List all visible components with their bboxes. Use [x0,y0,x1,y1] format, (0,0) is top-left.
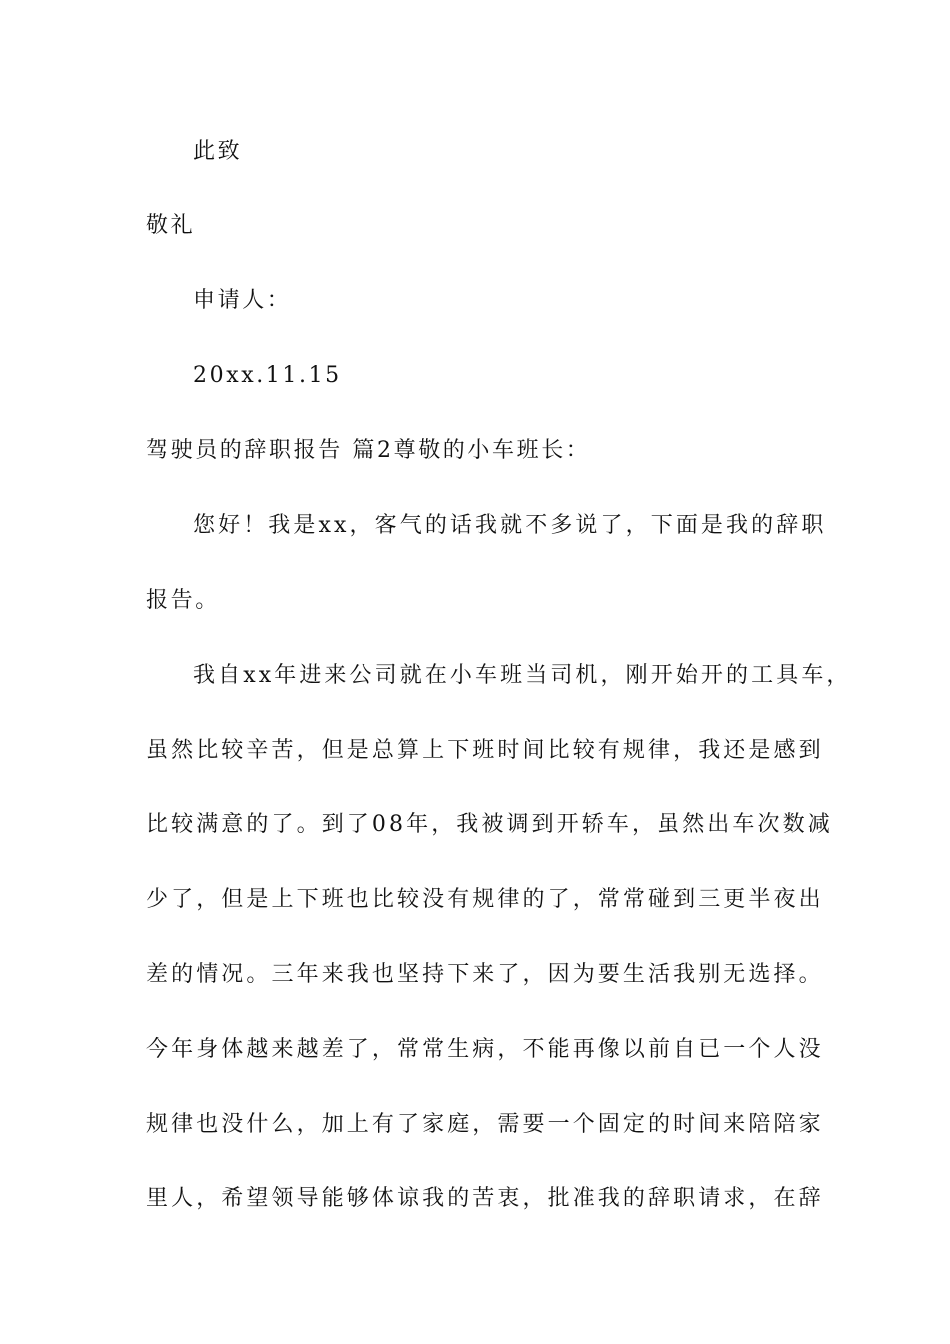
paragraph-line: 少了，但是上下班也比较没有规律的了，常常碰到三更半夜出 [146,887,824,912]
date-line: 20xx.11.15 [193,363,342,388]
paragraph-line: 我自xx年进来公司就在小车班当司机，刚开始开的工具车， [193,663,852,688]
paragraph-line: 报告。 [146,588,220,613]
section-heading: 驾驶员的辞职报告 篇2尊敬的小车班长： [146,438,591,463]
paragraph-line: 差的情况。三年来我也坚持下来了，因为要生活我别无选择。 [146,962,824,987]
closing-regards: 敬礼 [146,213,196,238]
paragraph-line: 规律也没什么，加上有了家庭，需要一个固定的时间来陪陪家 [146,1112,824,1137]
paragraph-line: 比较满意的了。到了08年，我被调到开轿车，虽然出车次数减 [146,812,833,837]
applicant-label: 申请人： [193,288,292,313]
closing-salutation: 此致 [193,139,243,164]
paragraph-line: 里人，希望领导能够体谅我的苦衷，批准我的辞职请求，在辞 [146,1186,824,1211]
paragraph-line: 虽然比较辛苦，但是总算上下班时间比较有规律，我还是感到 [146,738,824,763]
paragraph-line: 今年身体越来越差了，常常生病，不能再像以前自已一个人没 [146,1037,824,1062]
paragraph-line: 您好！我是xx，客气的话我就不多说了，下面是我的辞职 [193,513,827,538]
